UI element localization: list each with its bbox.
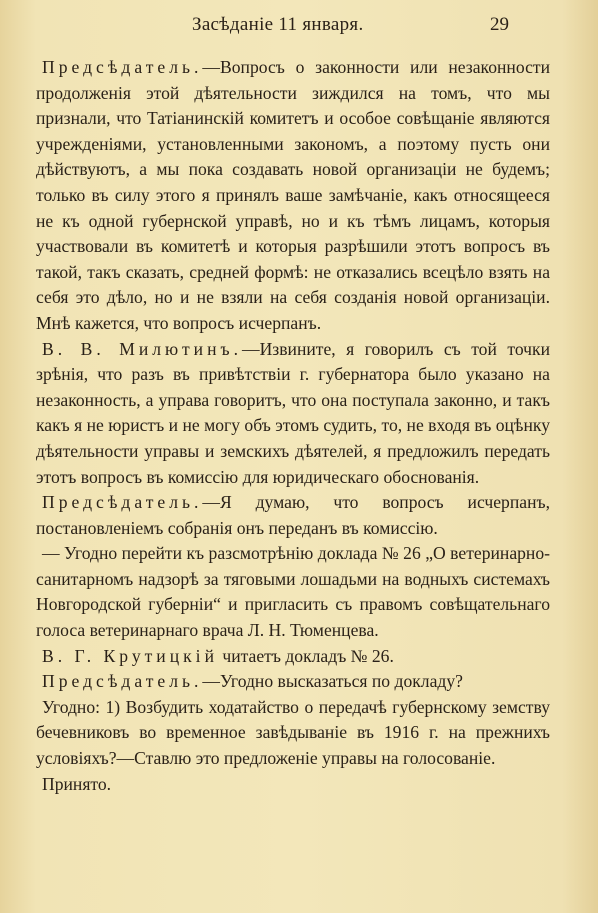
paragraph-text: Принято. [42, 773, 112, 794]
paragraph [36, 490, 550, 541]
paragraph-text: читаетъ докладъ № 26. [217, 645, 394, 666]
paragraph [36, 55, 550, 337]
speaker-name: В. В. Милютинъ. [42, 338, 242, 359]
paragraph-text: Угодно: 1) Возбудить ходатайство о передачѣ губернскому земству бечевниковъ во временное завѣдываніе въ 1916 г. на прежнихъ условіяхъ?—Ставлю это предложеніе управы на голосованіе. [36, 696, 550, 769]
paragraph-text: —Вопросъ о законности или незаконности продолженія этой дѣятельности зиждился на томъ, что мы признали, что Татіанинскій комитетъ и особое совѣщаніе являются учрежденіями, установленными закономъ, а поэтому пусть они дѣйствуютъ, а мы пока создавать новой организаціи не будемъ; только въ силу этого я принялъ ваше замѣчаніе, какъ относящееся не къ одной губернской управѣ, но и къ тѣмъ лицамъ, которыя участвовали въ комитетѣ и которыя разрѣшили этотъ вопросъ въ такой, такъ сказать, средней формѣ: не отказались всецѣло взять на себя это дѣло, но и не взяли на себя созданія новой организаціи. Мнѣ кажется, что вопросъ исчерпанъ. [36, 57, 550, 333]
running-head: Засѣданіе 11 января. [192, 14, 364, 35]
paragraph [36, 772, 550, 798]
paragraph [36, 644, 550, 670]
paragraph-text: —Извините, я говорилъ съ той точки зрѣнія, что разъ въ привѣтствіи г. губернатора было указано на незаконность, а управа говоритъ, что она поступала законно, и такъ какъ я не юристъ и не могу объ этомъ судить, то, не входя въ оцѣнку дѣятельности управы и земскихъ дѣятелей, я предложилъ передать этотъ вопросъ въ комиссію для юридическаго обоснованія. [36, 338, 550, 487]
paragraph [36, 337, 550, 491]
speaker-name: Предсѣдатель. [42, 671, 203, 692]
body-text [36, 55, 550, 797]
speaker-name: Предсѣдатель. [42, 57, 203, 77]
paragraph [36, 541, 550, 643]
page-number: 29 [490, 14, 509, 35]
page-header [0, 14, 598, 44]
paragraph-text: — Угодно перейти къ разсмотрѣнію доклада № 26 „О ветеринарно-санитарномъ надзорѣ за тяговыми лошадьми на водныхъ системахъ Новгородской губерніи“ и пригласить съ правомъ совѣщательнаго голоса ветеринарнаго врача Л. Н. Тюменцева. [36, 543, 550, 641]
paragraph-text: —Я думаю, что вопросъ исчерпанъ, постановленіемъ собранія онъ переданъ въ комиссію. [36, 492, 550, 538]
speaker-name: В. Г. Крутицкій [42, 645, 218, 666]
paragraph-text: —Угодно высказаться по докладу? [202, 671, 463, 692]
paragraph [36, 695, 550, 772]
paragraph [36, 669, 550, 695]
speaker-name: Предсѣдатель. [42, 492, 203, 513]
